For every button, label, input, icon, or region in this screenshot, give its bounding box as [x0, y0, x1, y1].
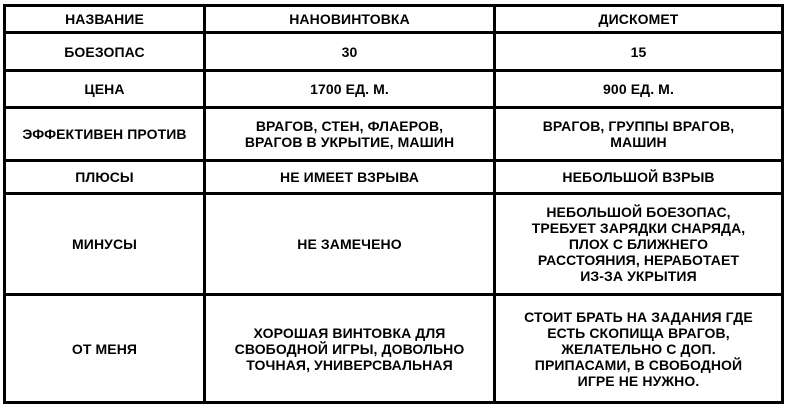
table-row-price	[5, 71, 783, 108]
row-label-ammo	[5, 33, 205, 71]
cell-line: ИЗ-ЗА УКРЫТИЯ	[580, 268, 697, 285]
table-row-name	[5, 6, 783, 33]
row-label-name	[5, 6, 205, 33]
row-label-price	[5, 71, 205, 108]
cell-weapon1-cons	[205, 194, 495, 295]
cell-text: ОТ МЕНЯ	[71, 340, 138, 357]
cell-weapon2-effective	[495, 107, 783, 160]
cell-weapon1-ammo	[205, 33, 495, 71]
row-label-effective	[5, 107, 205, 160]
cell-text: 1700 ЕД. М.	[310, 80, 389, 97]
cell-weapon2-cons	[495, 194, 783, 295]
cell-text: НАНОВИНТОВКА	[289, 11, 410, 28]
cell-line: ТОЧНАЯ, УНИВЕРСВАЛЬНАЯ	[246, 356, 453, 373]
cell-text: НЕ ЗАМЕЧЕНО	[297, 236, 402, 253]
cell-line: ПРИПАСАМИ, В СВОБОДНОЙ	[534, 356, 743, 373]
cell-line: ВРАГОВ, ГРУППЫ ВРАГОВ,	[542, 117, 735, 134]
cell-text: ЦЕНА	[84, 80, 125, 97]
weapon-comparison-table	[3, 4, 784, 404]
cell-weapon2-ammo	[495, 33, 783, 71]
cell-text: МИНУСЫ	[72, 236, 137, 253]
cell-text: 900 ЕД. М.	[603, 80, 674, 97]
cell-line: ТРЕБУЕТ ЗАРЯДКИ СНАРЯДА,	[531, 220, 746, 237]
cell-text: 15	[630, 43, 647, 60]
cell-text: 30	[341, 43, 358, 60]
cell-weapon1-pros	[205, 160, 495, 194]
cell-line: ХОРОШАЯ ВИНТОВКА ДЛЯ	[253, 324, 446, 341]
table-row-pros	[5, 160, 783, 194]
table-row-my-opinion	[5, 295, 783, 403]
row-label-cons	[5, 194, 205, 295]
cell-weapon1-price	[205, 71, 495, 108]
cell-weapon2-price	[495, 71, 783, 108]
cell-line: МАШИН	[610, 133, 667, 150]
cell-line: ИГРЕ НЕ НУЖНО.	[577, 372, 700, 389]
cell-line: НЕБОЛЬШОЙ БОЕЗОПАС,	[546, 204, 731, 221]
cell-weapon2-name	[495, 6, 783, 33]
cell-line: ВРАГОВ, СТЕН, ФЛАЕРОВ,	[255, 117, 444, 134]
cell-text: НЕБОЛЬШОЙ ВЗРЫВ	[562, 168, 715, 185]
cell-text: ЭФФЕКТИВЕН ПРОТИВ	[22, 125, 187, 142]
table-row-effective	[5, 107, 783, 160]
cell-text: НЕ ИМЕЕТ ВЗРЫВА	[280, 168, 419, 185]
cell-line: ВРАГОВ В УКРЫТИЕ, МАШИН	[244, 133, 455, 150]
cell-weapon1-effective	[205, 107, 495, 160]
table-row-cons	[5, 194, 783, 295]
row-label-pros	[5, 160, 205, 194]
cell-text: БОЕЗОПАС	[64, 43, 145, 60]
cell-line: СВОБОДНОЙ ИГРЫ, ДОВОЛЬНО	[234, 340, 465, 357]
cell-weapon2-pros	[495, 160, 783, 194]
table-row-ammo	[5, 33, 783, 71]
cell-line: СТОИТ БРАТЬ НА ЗАДАНИЯ ГДЕ	[524, 308, 753, 325]
cell-line: РАССТОЯНИЯ, НЕРАБОТАЕТ	[537, 252, 740, 269]
cell-weapon2-opinion	[495, 295, 783, 403]
cell-text: НАЗВАНИЕ	[65, 11, 144, 28]
cell-weapon1-name	[205, 6, 495, 33]
cell-text: ДИСКОМЕТ	[598, 11, 679, 28]
cell-line: ЖЕЛАТЕЛЬНО С ДОП.	[561, 340, 716, 357]
cell-weapon1-opinion	[205, 295, 495, 403]
cell-text: ПЛЮСЫ	[75, 168, 134, 185]
row-label-my-opinion	[5, 295, 205, 403]
cell-line: ПЛОХ С БЛИЖНЕГО	[568, 236, 709, 253]
cell-line: ЕСТЬ СКОПИЩА ВРАГОВ,	[547, 324, 730, 341]
